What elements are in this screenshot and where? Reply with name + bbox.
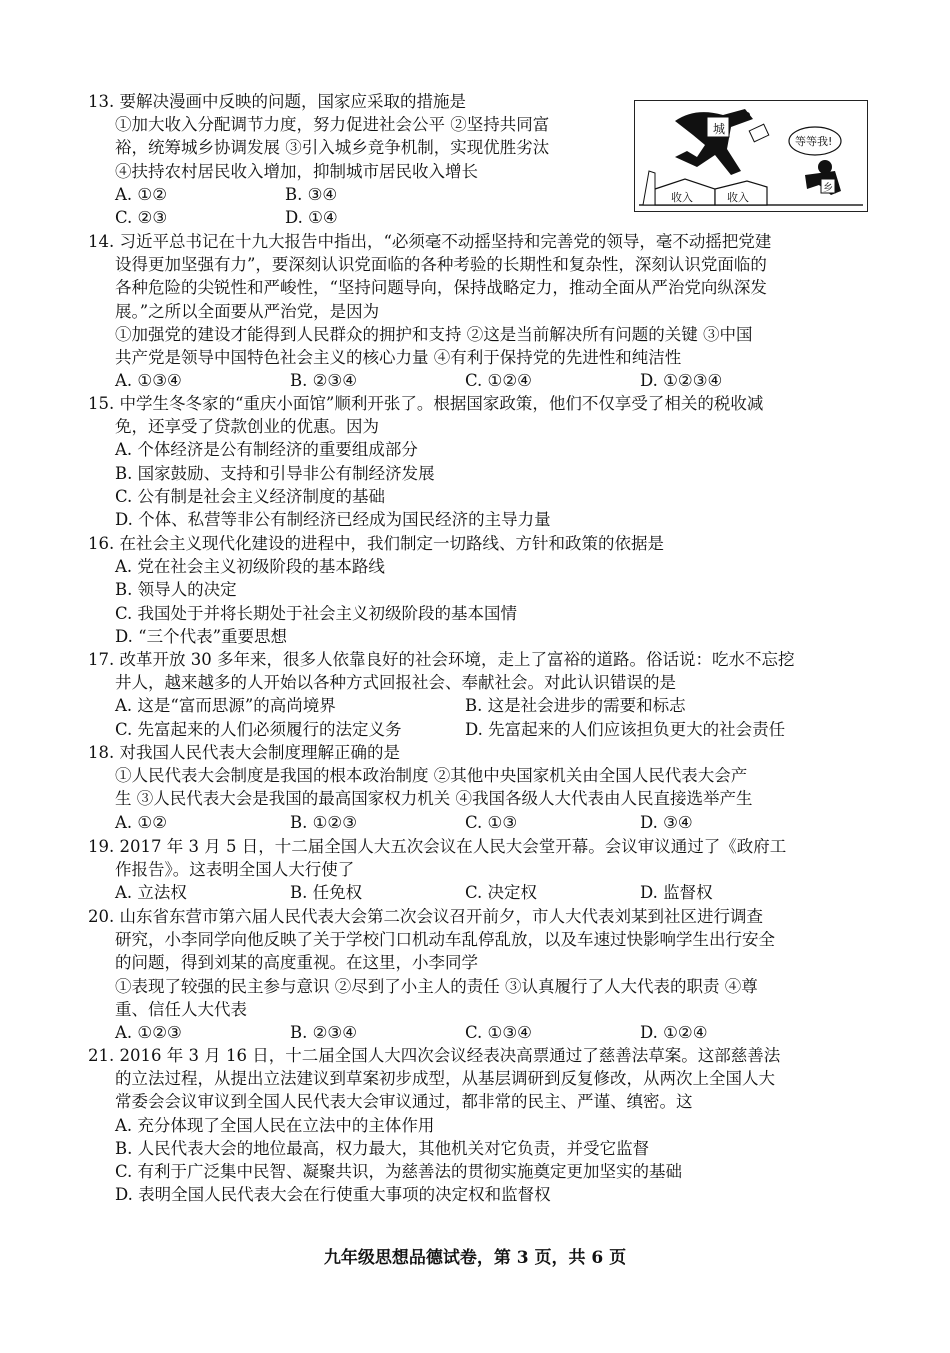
question-line: ①人民代表大会制度是我国的根本政治制度 ②其他中央国家机关由全国人民代表大会产 [115, 766, 748, 786]
question-line: ④扶持农村居民收入增加，抑制城市居民收入增长 [115, 161, 478, 181]
question-line: ①加强党的建设才能得到人民群众的拥护和支持 ②这是当前解决所有问题的关键 ③中国 [115, 324, 753, 344]
question-stem: 19. 2017 年 3 月 5 日，十二届全国人大五次会议在人民大会堂开幕。会议审议通过了《政府工 [88, 837, 787, 856]
option-d: D. 个体、私营等非公有制经济已经成为国民经济的主导力量 [115, 510, 551, 530]
options-row [88, 811, 868, 834]
option-a: A. ①② [115, 184, 167, 204]
question-16 [88, 532, 868, 648]
option-d: D. ①④ [285, 208, 338, 228]
option-d: D. 表明全国人民代表大会在行使重大事项的决定权和监督权 [115, 1185, 551, 1205]
options-row [88, 369, 868, 392]
options-row [88, 881, 868, 904]
question-line: 裕，统筹城乡协调发展 ③引入城乡竞争机制，实现优胜劣汰 [115, 138, 550, 158]
question-line: 重、信任人大代表 [115, 999, 247, 1019]
option-c: C. 公有制是社会主义经济制度的基础 [115, 486, 386, 506]
question-stem: 14. 习近平总书记在十九大报告中指出，“必须毫不动摇坚持和完善党的领导，毫不动摇把党建 [88, 232, 772, 251]
question-line: 作报告》。这表明全国人大行使了 [115, 860, 355, 880]
options-row [88, 718, 868, 741]
option-b: B. 人民代表大会的地位最高，权力最大，其他机关对它负责，并受它监督 [115, 1138, 650, 1158]
option-d: D. ①②④ [640, 1023, 708, 1043]
option-c: C. 我国处于并将长期处于社会主义初级阶段的基本国情 [115, 603, 518, 623]
option-a: A. ①②③ [115, 1023, 182, 1043]
option-b: B. 任免权 [290, 883, 363, 903]
option-a: A. ①③④ [115, 371, 182, 391]
question-stem: 18. 对我国人民代表大会制度理解正确的是 [88, 743, 400, 762]
option-a: A. 充分体现了全国人民在立法中的主体作用 [115, 1115, 435, 1135]
question-stem: 20. 山东省东营市第六届人民代表大会第二次会议召开前夕，市人大代表刘某到社区进行调查 [88, 907, 763, 926]
option-a: A. ①② [115, 812, 167, 832]
question-stem: 16. 在社会主义现代化建设的进程中，我们制定一切路线、方针和政策的依据是 [88, 534, 664, 553]
options-row [88, 694, 868, 717]
question-line: 免，还享受了贷款创业的优惠。因为 [115, 417, 379, 437]
option-b: B. ①②③ [290, 812, 357, 832]
question-18 [88, 741, 868, 834]
question-line: 展。”之所以全面要从严治党，是因为 [115, 301, 380, 321]
question-stem: 17. 改革开放 30 多年来，很多人依靠良好的社会环境，走上了富裕的道路。俗话说：吃水不忘挖 [88, 650, 795, 669]
question-20 [88, 905, 868, 1044]
question-line: 的问题，得到刘某的高度重视。在这里，小李同学 [115, 953, 478, 973]
cartoon-village-label: 乡 [823, 183, 833, 194]
question-line: 常委会会议审议到全国人民代表大会审议通过，都非常的民主、严谨、缜密。这 [115, 1092, 693, 1112]
option-b: B. ②③④ [290, 371, 357, 391]
option-d: D. 监督权 [640, 883, 713, 903]
option-b: B. ③④ [285, 184, 338, 204]
cartoon-speech-text: 等等我! [795, 135, 833, 148]
cartoon-drawing [635, 101, 867, 211]
option-c: C. ①③ [465, 812, 518, 832]
option-c: C. 有利于广泛集中民智、凝聚共识，为慈善法的贯彻实施奠定更加坚实的基础 [115, 1162, 683, 1182]
cartoon-city-label: 城 [713, 122, 726, 136]
question-stem: 13. 要解决漫画中反映的问题，国家应采取的措施是 [88, 92, 466, 111]
question-17 [88, 648, 868, 741]
option-d: D. “三个代表”重要思想 [115, 626, 288, 646]
page-footer: 九年级思想品德试卷，第 3 页，共 6 页 [323, 1248, 627, 1268]
option-a: A. 立法权 [115, 883, 187, 903]
option-b: B. 领导人的决定 [115, 580, 237, 600]
option-c: C. 先富起来的人们必须履行的法定义务 [115, 719, 402, 739]
question-line: 井人，越来越多的人开始以各种方式回报社会、奉献社会。对此认识错误的是 [115, 673, 676, 693]
option-d: D. 先富起来的人们应该担负更大的社会责任 [465, 719, 786, 739]
option-c: C. ①②④ [465, 371, 532, 391]
option-d: D. ③④ [640, 812, 693, 832]
option-b: B. 这是社会进步的需要和标志 [465, 696, 686, 716]
option-d: D. ①②③④ [640, 371, 723, 391]
options-row [88, 1021, 868, 1044]
option-c: C. ②③ [115, 208, 168, 228]
option-c: C. 决定权 [465, 883, 538, 903]
option-a: A. 这是“富而思源”的高尚境界 [115, 696, 336, 716]
question-line: 研究，小李同学向他反映了关于学校门口机动车乱停乱放，以及车速过快影响学生出行安全 [115, 930, 775, 950]
question-line: 的立法过程，从提出立法建议到草案初步成型，从基层调研到反复修改，从两次上全国人大 [115, 1069, 775, 1089]
option-c: C. ①③④ [465, 1023, 532, 1043]
question-stem: 15. 中学生冬冬家的“重庆小面馆”顺利开张了。根据国家政策，他们不仅享受了相关的税收减 [88, 394, 764, 413]
option-a: A. 党在社会主义初级阶段的基本路线 [115, 557, 385, 577]
cartoon-illustration [634, 100, 868, 212]
question-stem: 21. 2016 年 3 月 16 日，十二届全国人大四次会议经表决高票通过了慈善法草案。这部慈善法 [88, 1046, 781, 1065]
question-14 [88, 230, 868, 392]
question-line: 设得更加坚强有力”，要深刻认识党面临的各种考验的长期性和复杂性，深刻认识党面临的 [115, 255, 767, 275]
question-19 [88, 835, 868, 905]
question-line: 共产党是领导中国特色社会主义的核心力量 ④有利于保持党的先进性和纯洁性 [115, 348, 682, 368]
question-15 [88, 392, 868, 531]
option-a: A. 个体经济是公有制经济的重要组成部分 [115, 440, 418, 460]
question-21 [88, 1044, 868, 1206]
question-line: 生 ③人民代表大会是我国的最高国家权力机关 ④我国各级人大代表由人民直接选举产生 [115, 789, 753, 809]
question-line: 各种危险的尖锐性和严峻性，“坚持问题导向，保持战略定力，推动全面从严治党向纵深发 [115, 278, 767, 298]
question-line: ①表现了较强的民主参与意识 ②尽到了小主人的责任 ③认真履行了人大代表的职责 ④尊 [115, 976, 758, 996]
question-line: ①加大收入分配调节力度，努力促进社会公平 ②坚持共同富 [115, 115, 550, 135]
option-b: B. 国家鼓励、支持和引导非公有制经济发展 [115, 463, 435, 483]
option-b: B. ②③④ [290, 1023, 357, 1043]
cartoon-box-left-label: 收入 [671, 191, 693, 204]
cartoon-box-right-label: 收入 [727, 191, 749, 204]
